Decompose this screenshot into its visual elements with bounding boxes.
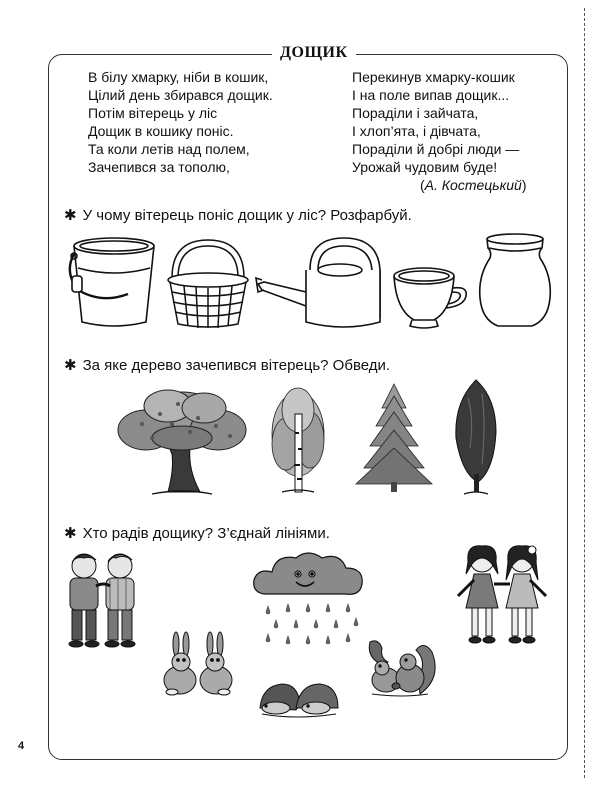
poem-line: Перекинув хмарку-кошик [352, 69, 515, 85]
watering-can-picture[interactable] [254, 234, 386, 334]
task-2 [64, 356, 390, 374]
bunnies-picture[interactable] [160, 640, 236, 698]
poem-line: Та коли летів над полем, [88, 141, 250, 157]
spruce-tree-picture[interactable] [354, 382, 434, 494]
rain-cloud-picture[interactable] [250, 548, 368, 648]
task-2-text: За яке дерево зачепився вітерець? Обведи. [82, 357, 391, 374]
poem-right-column [352, 68, 519, 176]
poem-line: Цілий день збирався дощик. [88, 87, 273, 103]
task-3-text: Хто радів дощику? З’єднай лініями. [82, 525, 330, 542]
birch-tree-picture[interactable] [266, 384, 330, 496]
poem-line: І на поле випав дощик... [352, 87, 510, 103]
oak-tree-picture[interactable] [112, 384, 252, 498]
task-3 [64, 524, 330, 542]
poem-left-column [88, 68, 273, 176]
poplar-tree-picture[interactable] [452, 378, 500, 496]
boys-picture[interactable] [60, 548, 146, 650]
bucket-picture[interactable] [62, 232, 162, 332]
poem-line: Дощик в кошику поніс. [88, 123, 234, 139]
poem-line: Потім вітерець у ліс [88, 105, 218, 121]
star-icon: ✱ [64, 525, 77, 542]
basket-picture[interactable] [162, 234, 254, 332]
poem-line: Пораділи й добрі люди — [352, 141, 520, 157]
page-title: ДОЩИК [272, 44, 356, 62]
cup-picture[interactable] [390, 264, 470, 334]
jug-picture[interactable] [476, 232, 554, 332]
girls-picture[interactable] [452, 544, 552, 648]
poem-line: Урожай чудовим буде! [352, 159, 498, 175]
hedgehogs-picture[interactable] [256, 678, 342, 718]
star-icon: ✱ [64, 357, 77, 374]
cut-line [584, 8, 585, 778]
poem-line: Пораділи і зайчата, [352, 105, 479, 121]
poem-line: Зачепився за тополю, [88, 159, 230, 175]
poem-author: (А. Костецький) [420, 177, 527, 193]
task-1 [64, 206, 412, 224]
squirrels-picture[interactable] [362, 638, 440, 700]
star-icon: ✱ [64, 207, 77, 224]
poem-line: В білу хмарку, ніби в кошик, [88, 69, 269, 85]
page-number: 4 [18, 740, 25, 752]
poem-line: І хлоп’ята, і дівчата, [352, 123, 481, 139]
task-1-text: У чому вітерець поніс дощик у ліс? Розфарбуй. [82, 207, 412, 224]
